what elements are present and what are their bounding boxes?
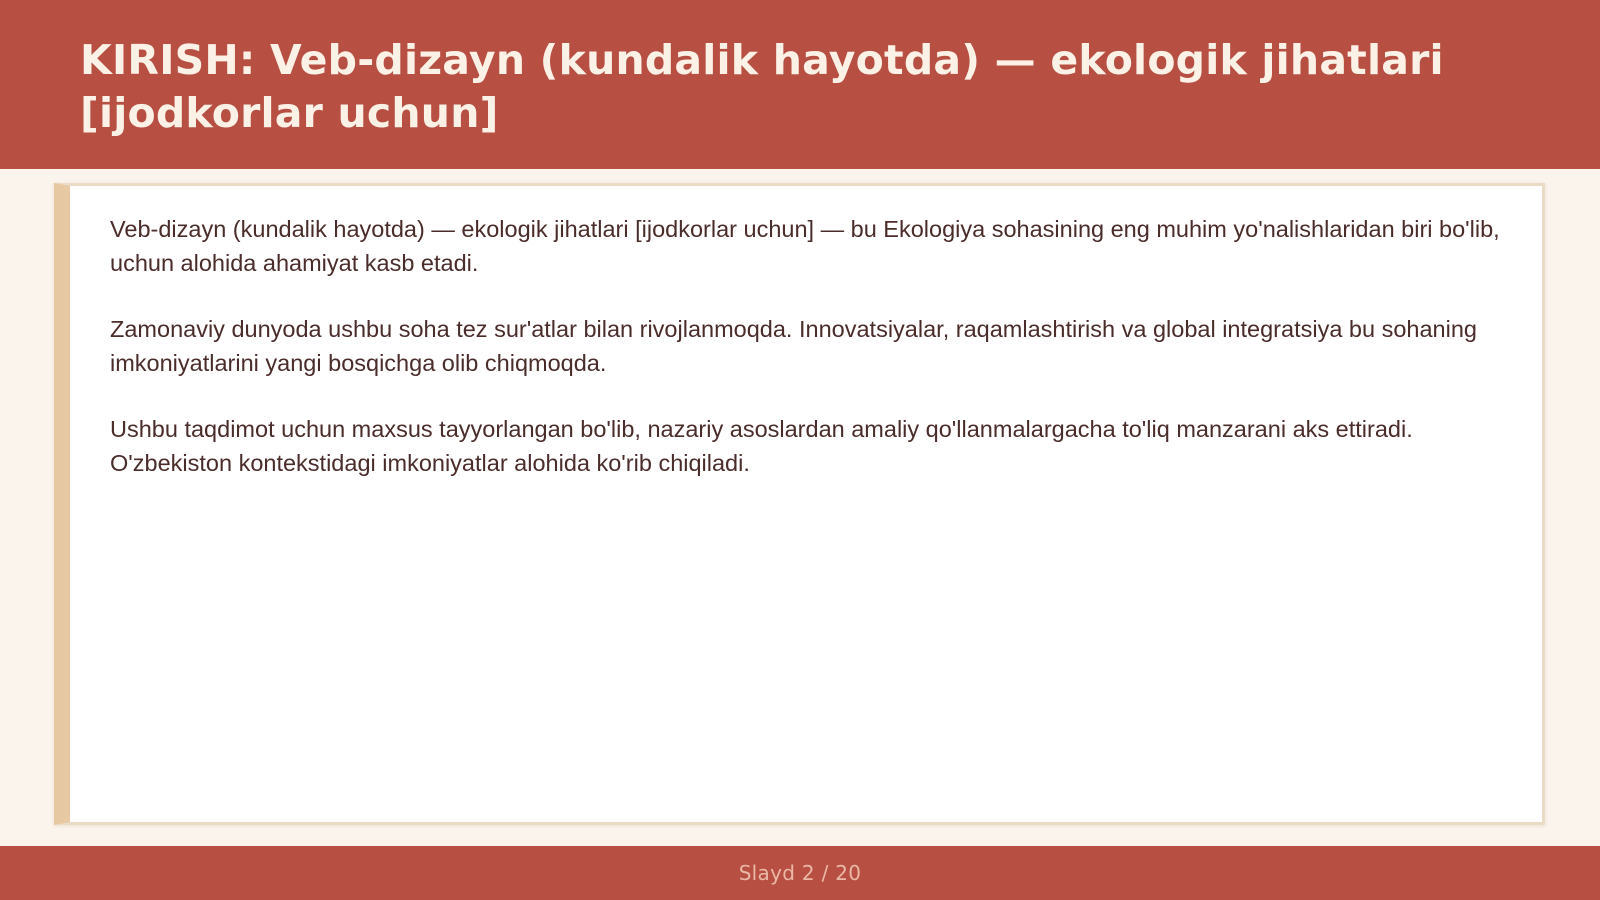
slide-counter: Slayd 2 / 20 bbox=[738, 861, 862, 885]
content-card bbox=[54, 183, 1545, 825]
body-paragraph-2: Zamonaviy dunyoda ushbu soha tez sur'atlar bilan rivojlanmoqda. Innovatsiyalar, raqamlashtirish va global integratsiya bu sohaning imkoniyatlarini yangi bosqichga olib chiqmoqda. bbox=[110, 316, 1477, 376]
body-paragraph-3: Ushbu taqdimot uchun maxsus tayyorlangan bo'lib, nazariy asoslardan amaliy qo'llanmalargacha to'liq manzarani aks ettiradi. O'zbekiston kontekstidagi imkoniyatlar alohida ko'rib chiqiladi. bbox=[110, 416, 1413, 476]
body-paragraph-1: Veb-dizayn (kundalik hayotda) — ekologik jihatlari [ijodkorlar uchun] — bu Ekologiya sohasining eng muhim yo'nalishlaridan biri bo'lib, uchun alohida ahamiyat kasb etadi. bbox=[110, 216, 1500, 276]
slide-title: KIRISH: Veb-dizayn (kundalik hayotda) — ekologik jihatlari [ijodkorlar uchun] bbox=[80, 36, 1444, 137]
slide-footer bbox=[0, 846, 1600, 900]
slide-header bbox=[0, 0, 1600, 169]
